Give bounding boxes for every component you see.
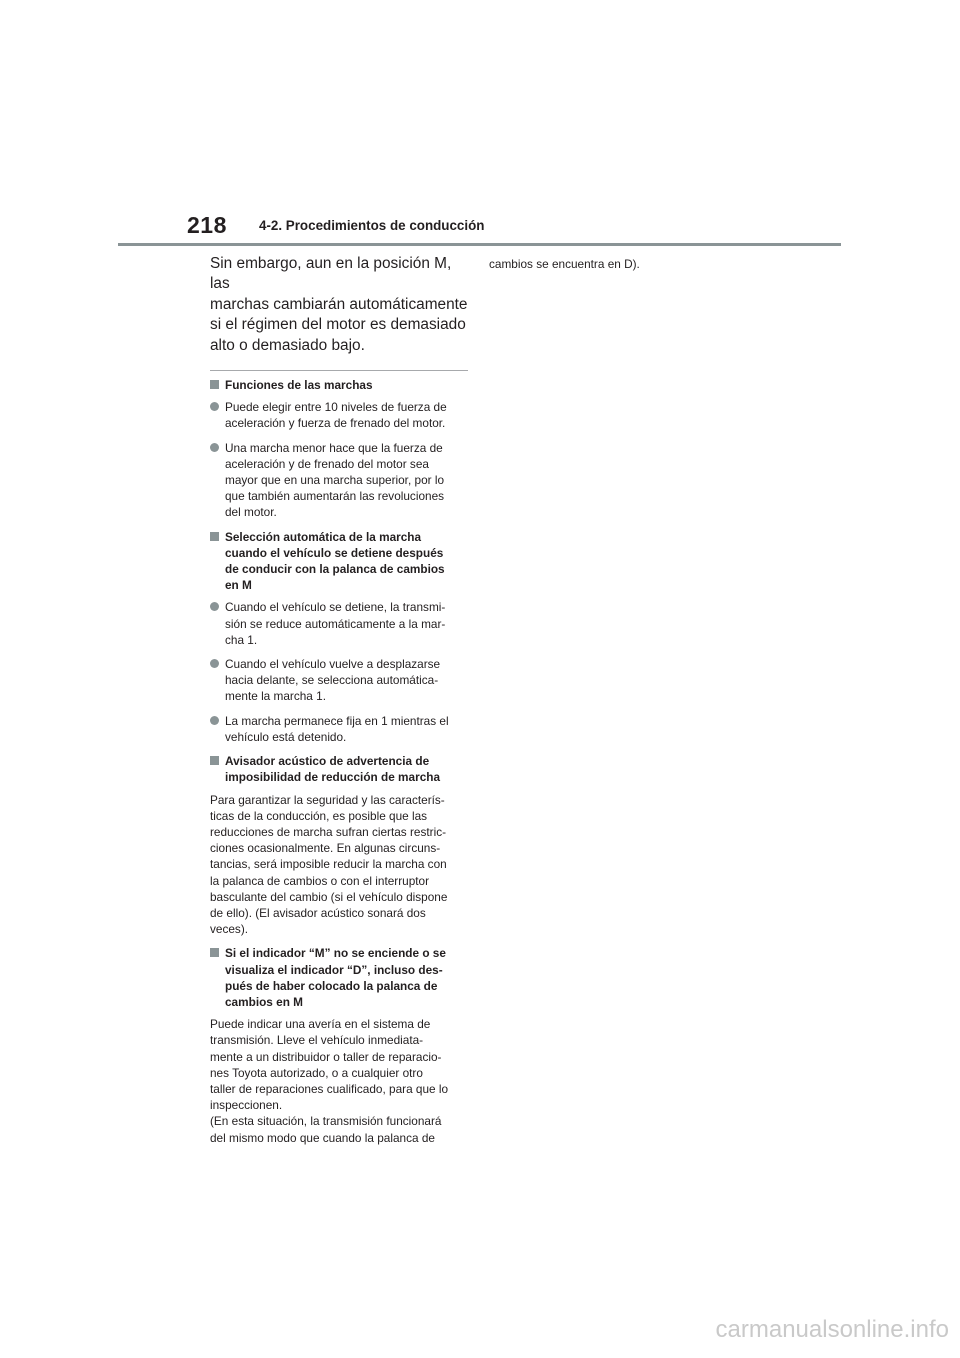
continuation-text: cambios se encuentra en D). (489, 257, 640, 271)
circle-bullet-icon (210, 716, 219, 725)
section-heading-text: Si el indicador “M” no se enciende o se visualiza el indicador “D”, incluso des- pués de haber colocado la palanca de cambios en M (225, 946, 446, 1009)
section-heading (210, 945, 470, 1010)
circle-bullet-icon (210, 602, 219, 611)
section-heading (210, 377, 470, 393)
list-item-text: Cuando el vehículo se detiene, la transmi- sión se reduce automáticamente a la mar- cha 1. (225, 600, 446, 647)
section-heading (210, 753, 470, 785)
list-item (210, 656, 470, 705)
list-item-text: Una marcha menor hace que la fuerza de aceleración y de frenado del motor sea mayor que en una marcha superior, por lo que también aumentarán las revoluciones del motor. (225, 440, 445, 520)
circle-bullet-icon (210, 659, 219, 668)
section-heading (210, 529, 470, 594)
list-item (210, 399, 470, 431)
section-paragraph: Puede indicar una avería en el sistema de transmisión. Lleve el vehículo inmediata- mente a un distribuidor o taller de reparacio- nes Toyota autorizado, o a cualquier otro taller de reparaciones cualificado, para que lo inspeccionen. (En esta situación, la transmisión funcionará del mismo modo que cuando la palanca de (210, 1017, 449, 1145)
circle-bullet-icon (210, 402, 219, 411)
list-item (210, 713, 470, 745)
section-heading-text: Funciones de las marchas (225, 378, 373, 393)
list-item (210, 599, 470, 648)
list-item-text: La marcha permanece fija en 1 mientras el vehículo está detenido. (225, 713, 449, 744)
left-column (210, 254, 470, 1154)
intro-text: Sin embargo, aun en la posición M, las marchas cambiarán automáticamente si el régimen del motor es demasiado alto o demasiado bajo. (210, 255, 468, 354)
section-heading-text: Avisador acústico de advertencia de imposibilidad de reducción de marcha (225, 754, 441, 785)
page-number: 218 (187, 212, 227, 238)
watermark: carmanualsonline.info (715, 1316, 949, 1343)
right-column (489, 256, 749, 280)
square-bullet-icon (210, 380, 219, 389)
header-rule (118, 243, 841, 246)
square-bullet-icon (210, 532, 219, 541)
circle-bullet-icon (210, 443, 219, 452)
square-bullet-icon (210, 756, 219, 765)
section-title: 4-2. Procedimientos de conducción (259, 218, 485, 233)
section-paragraph: Para garantizar la seguridad y las caracterís- ticas de la conducción, es posible que las reducciones de marcha sufran ciertas restric- ciones ocasionalmente. En algunas circuns- tancias, será imposible reducir la marcha con la palanca de cambios o con el interruptor basculante del cambio (si el vehículo dispone de ello). (El avisador acústico sonará dos veces). (210, 792, 448, 937)
square-bullet-icon (210, 948, 219, 957)
list-item-text: Puede elegir entre 10 niveles de fuerza de aceleración y fuerza de frenado del motor. (225, 400, 447, 431)
section-heading-text: Selección automática de la marcha cuando el vehículo se detiene después de conducir con la palanca de cambios en M (225, 529, 445, 593)
list-item (210, 440, 470, 521)
thin-divider (210, 370, 468, 371)
list-item-text: Cuando el vehículo vuelve a desplazarse hacia delante, se selecciona automática- mente la marcha 1. (225, 657, 441, 704)
